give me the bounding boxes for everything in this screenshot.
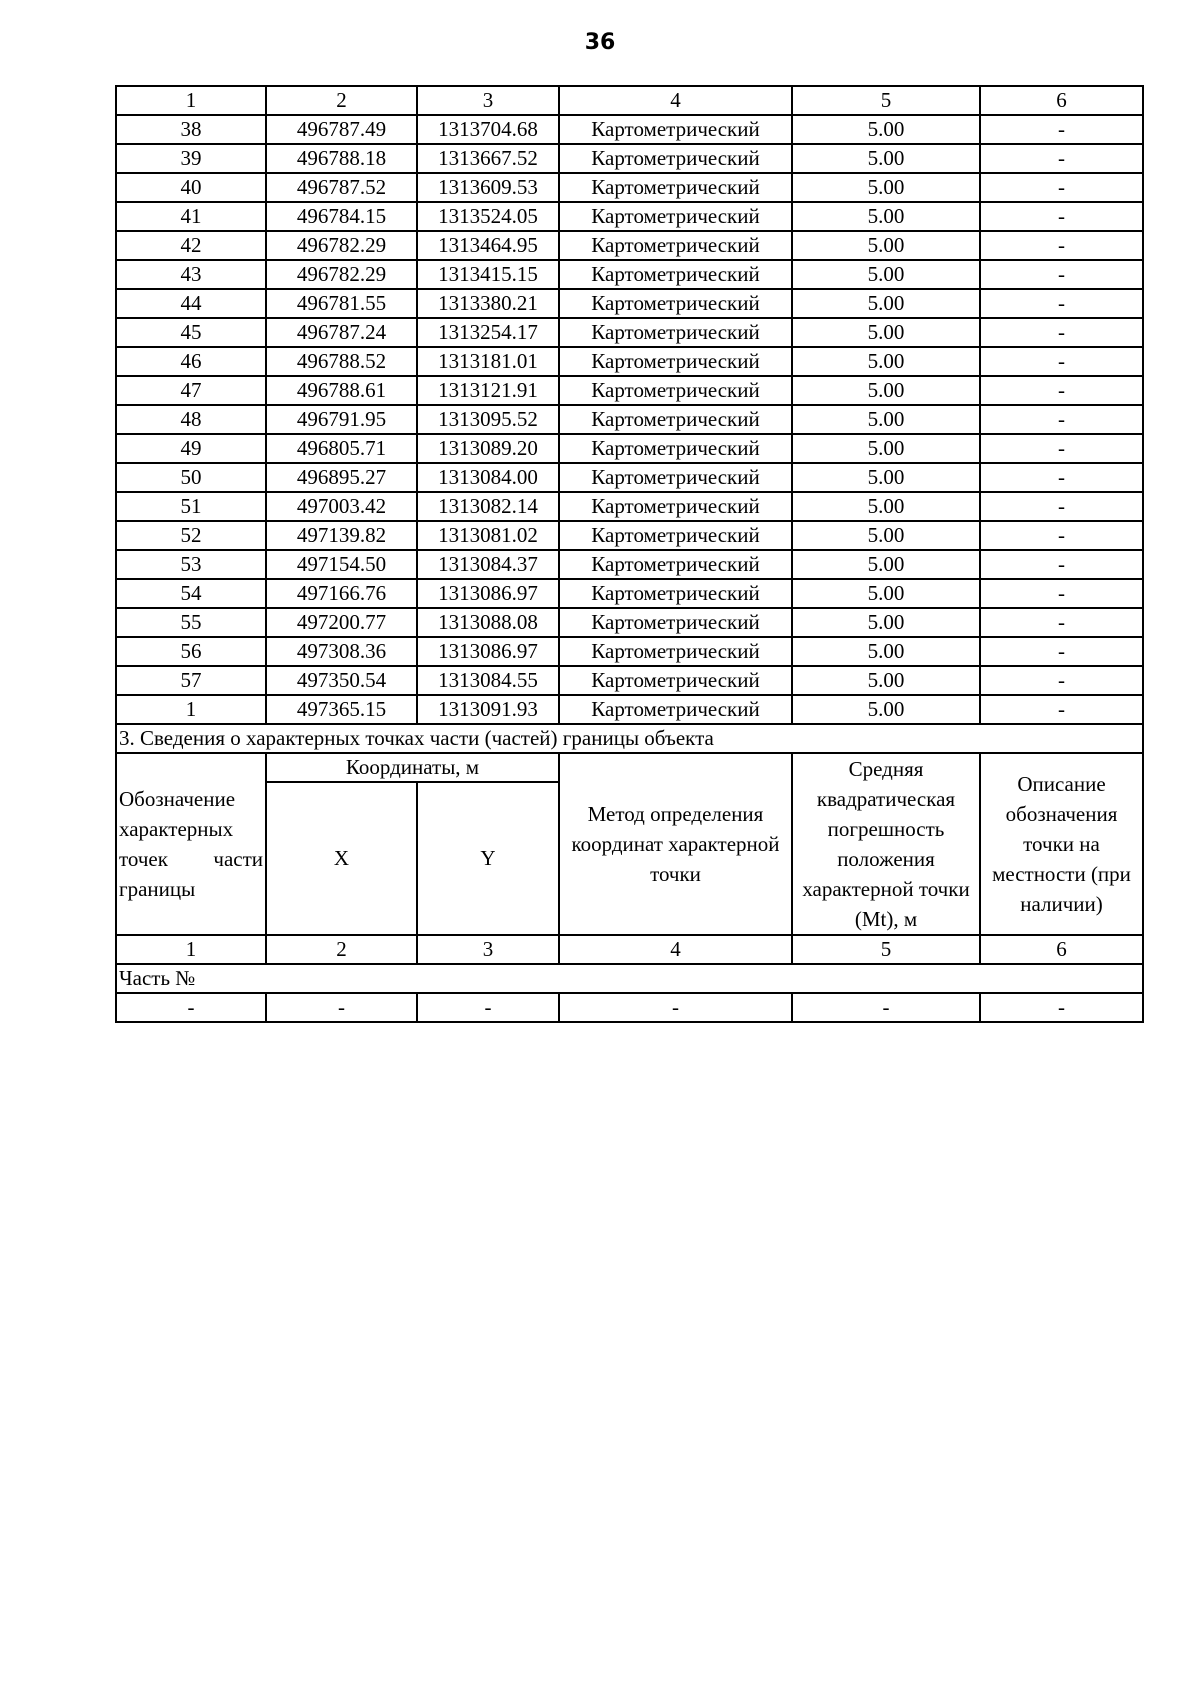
cell-description: -: [980, 695, 1143, 724]
table-row: [116, 637, 1143, 666]
cell-y: 1313086.97: [417, 637, 559, 666]
cell-description: -: [980, 434, 1143, 463]
header-description: Описание обозначения точки на местности (при наличии): [980, 753, 1143, 935]
cell-point-number: 41: [116, 202, 266, 231]
cell-mean-error: 5.00: [792, 173, 980, 202]
cell-mean-error: 5.00: [792, 115, 980, 144]
table-row: [116, 550, 1143, 579]
header-row: [116, 753, 1143, 782]
part-label: Часть №: [116, 964, 1143, 993]
cell-point-number: 50: [116, 463, 266, 492]
cell-mean-error: 5.00: [792, 666, 980, 695]
cell-point-number: 1: [116, 695, 266, 724]
cell-mean-error: 5.00: [792, 521, 980, 550]
cell-description: -: [980, 202, 1143, 231]
cell-x: 497350.54: [266, 666, 417, 695]
cell-description: -: [980, 492, 1143, 521]
table-row: [116, 318, 1143, 347]
cell-method: Картометрический: [559, 318, 792, 347]
section-3-title: 3. Сведения о характерных точках части (частей) границы объекта: [116, 724, 1143, 753]
table-row: [116, 115, 1143, 144]
cell-y: 1313084.55: [417, 666, 559, 695]
cell-y: 1313089.20: [417, 434, 559, 463]
table-row: [116, 289, 1143, 318]
table-row: [116, 144, 1143, 173]
cell-point-number: 39: [116, 144, 266, 173]
cell-point-number: 45: [116, 318, 266, 347]
section-col-number-3: 3: [417, 935, 559, 964]
cell-y: 1313609.53: [417, 173, 559, 202]
cell-x: 497365.15: [266, 695, 417, 724]
cell-description: -: [980, 173, 1143, 202]
cell-y: 1313181.01: [417, 347, 559, 376]
cell-description: -: [980, 144, 1143, 173]
cell-point-number: 46: [116, 347, 266, 376]
cell-description: -: [980, 608, 1143, 637]
section-col-number-4: 4: [559, 935, 792, 964]
empty-cell: -: [266, 993, 417, 1022]
cell-point-number: 51: [116, 492, 266, 521]
col-number-2: 2: [266, 86, 417, 115]
cell-mean-error: 5.00: [792, 231, 980, 260]
cell-mean-error: 5.00: [792, 695, 980, 724]
section-col-number-6: 6: [980, 935, 1143, 964]
cell-description: -: [980, 231, 1143, 260]
cell-y: 1313464.95: [417, 231, 559, 260]
cell-point-number: 57: [116, 666, 266, 695]
cell-y: 1313084.00: [417, 463, 559, 492]
table-row: [116, 463, 1143, 492]
section-column-number-row: [116, 935, 1143, 964]
cell-mean-error: 5.00: [792, 144, 980, 173]
cell-method: Картометрический: [559, 434, 792, 463]
cell-method: Картометрический: [559, 347, 792, 376]
empty-cell: -: [980, 993, 1143, 1022]
coordinates-table: [115, 85, 1144, 1023]
cell-mean-error: 5.00: [792, 260, 980, 289]
cell-description: -: [980, 115, 1143, 144]
page-number: 36: [584, 30, 616, 55]
cell-description: -: [980, 289, 1143, 318]
cell-x: 497200.77: [266, 608, 417, 637]
coordinates-table-body: [116, 86, 1143, 1022]
cell-method: Картометрический: [559, 231, 792, 260]
cell-y: 1313704.68: [417, 115, 559, 144]
cell-point-number: 54: [116, 579, 266, 608]
cell-method: Картометрический: [559, 666, 792, 695]
cell-description: -: [980, 260, 1143, 289]
cell-point-number: 42: [116, 231, 266, 260]
cell-x: 496895.27: [266, 463, 417, 492]
cell-x: 496788.52: [266, 347, 417, 376]
section-col-number-2: 2: [266, 935, 417, 964]
cell-mean-error: 5.00: [792, 202, 980, 231]
cell-y: 1313084.37: [417, 550, 559, 579]
table-row: [116, 695, 1143, 724]
table-row: [116, 405, 1143, 434]
header-mean-error: Средняя квадратическая погрешность положения характерной точки (Mt), м: [792, 753, 980, 935]
cell-mean-error: 5.00: [792, 289, 980, 318]
section-title-row: [116, 724, 1143, 753]
cell-description: -: [980, 579, 1143, 608]
header-x: X: [266, 782, 417, 935]
empty-part-row: [116, 993, 1143, 1022]
cell-point-number: 56: [116, 637, 266, 666]
cell-method: Картометрический: [559, 115, 792, 144]
header-point-designation: Обозначение характерных точек части границы: [116, 753, 266, 935]
cell-method: Картометрический: [559, 463, 792, 492]
cell-mean-error: 5.00: [792, 376, 980, 405]
cell-method: Картометрический: [559, 550, 792, 579]
table-row: [116, 492, 1143, 521]
cell-description: -: [980, 666, 1143, 695]
cell-point-number: 55: [116, 608, 266, 637]
section-col-number-5: 5: [792, 935, 980, 964]
cell-method: Картометрический: [559, 608, 792, 637]
cell-x: 496782.29: [266, 231, 417, 260]
table-row: [116, 173, 1143, 202]
cell-x: 497003.42: [266, 492, 417, 521]
cell-y: 1313095.52: [417, 405, 559, 434]
col-number-5: 5: [792, 86, 980, 115]
cell-method: Картометрический: [559, 260, 792, 289]
cell-method: Картометрический: [559, 695, 792, 724]
cell-description: -: [980, 318, 1143, 347]
cell-mean-error: 5.00: [792, 463, 980, 492]
cell-y: 1313086.97: [417, 579, 559, 608]
cell-description: -: [980, 405, 1143, 434]
col-number-4: 4: [559, 86, 792, 115]
cell-description: -: [980, 637, 1143, 666]
cell-y: 1313082.14: [417, 492, 559, 521]
cell-y: 1313088.08: [417, 608, 559, 637]
cell-y: 1313091.93: [417, 695, 559, 724]
cell-y: 1313081.02: [417, 521, 559, 550]
part-label-row: [116, 964, 1143, 993]
header-method: Метод определения координат характерной точки: [559, 753, 792, 935]
cell-method: Картометрический: [559, 289, 792, 318]
cell-mean-error: 5.00: [792, 318, 980, 347]
cell-description: -: [980, 376, 1143, 405]
cell-description: -: [980, 521, 1143, 550]
table-row: [116, 521, 1143, 550]
cell-method: Картометрический: [559, 492, 792, 521]
cell-point-number: 53: [116, 550, 266, 579]
table-row: [116, 347, 1143, 376]
cell-mean-error: 5.00: [792, 637, 980, 666]
cell-x: 496784.15: [266, 202, 417, 231]
cell-x: 496787.52: [266, 173, 417, 202]
cell-x: 496788.61: [266, 376, 417, 405]
cell-y: 1313415.15: [417, 260, 559, 289]
cell-point-number: 52: [116, 521, 266, 550]
table-row: [116, 579, 1143, 608]
cell-y: 1313380.21: [417, 289, 559, 318]
cell-method: Картометрический: [559, 376, 792, 405]
cell-x: 496787.49: [266, 115, 417, 144]
cell-point-number: 38: [116, 115, 266, 144]
cell-point-number: 40: [116, 173, 266, 202]
cell-y: 1313254.17: [417, 318, 559, 347]
cell-mean-error: 5.00: [792, 405, 980, 434]
cell-point-number: 48: [116, 405, 266, 434]
table-row: [116, 608, 1143, 637]
cell-x: 496788.18: [266, 144, 417, 173]
table-row: [116, 434, 1143, 463]
table-row: [116, 202, 1143, 231]
cell-x: 497308.36: [266, 637, 417, 666]
cell-mean-error: 5.00: [792, 608, 980, 637]
table-row: [116, 376, 1143, 405]
cell-y: 1313667.52: [417, 144, 559, 173]
table-row: [116, 260, 1143, 289]
cell-method: Картометрический: [559, 637, 792, 666]
cell-method: Картометрический: [559, 202, 792, 231]
col-number-3: 3: [417, 86, 559, 115]
cell-point-number: 47: [116, 376, 266, 405]
cell-method: Картометрический: [559, 144, 792, 173]
cell-mean-error: 5.00: [792, 550, 980, 579]
cell-x: 497139.82: [266, 521, 417, 550]
cell-description: -: [980, 463, 1143, 492]
col-number-6: 6: [980, 86, 1143, 115]
section-col-number-1: 1: [116, 935, 266, 964]
empty-cell: -: [417, 993, 559, 1022]
cell-mean-error: 5.00: [792, 434, 980, 463]
cell-point-number: 44: [116, 289, 266, 318]
cell-x: 496782.29: [266, 260, 417, 289]
table-row: [116, 666, 1143, 695]
empty-cell: -: [559, 993, 792, 1022]
cell-mean-error: 5.00: [792, 579, 980, 608]
cell-x: 496791.95: [266, 405, 417, 434]
cell-point-number: 43: [116, 260, 266, 289]
cell-method: Картометрический: [559, 521, 792, 550]
cell-description: -: [980, 550, 1143, 579]
cell-mean-error: 5.00: [792, 492, 980, 521]
cell-method: Картометрический: [559, 579, 792, 608]
empty-cell: -: [116, 993, 266, 1022]
header-coordinates: Координаты, м: [266, 753, 559, 782]
cell-x: 496805.71: [266, 434, 417, 463]
cell-x: 496781.55: [266, 289, 417, 318]
cell-method: Картометрический: [559, 405, 792, 434]
col-number-1: 1: [116, 86, 266, 115]
header-y: Y: [417, 782, 559, 935]
column-number-row: [116, 86, 1143, 115]
cell-x: 497166.76: [266, 579, 417, 608]
cell-x: 497154.50: [266, 550, 417, 579]
cell-y: 1313121.91: [417, 376, 559, 405]
table-row: [116, 231, 1143, 260]
empty-cell: -: [792, 993, 980, 1022]
cell-y: 1313524.05: [417, 202, 559, 231]
cell-mean-error: 5.00: [792, 347, 980, 376]
cell-description: -: [980, 347, 1143, 376]
cell-method: Картометрический: [559, 173, 792, 202]
cell-point-number: 49: [116, 434, 266, 463]
cell-x: 496787.24: [266, 318, 417, 347]
